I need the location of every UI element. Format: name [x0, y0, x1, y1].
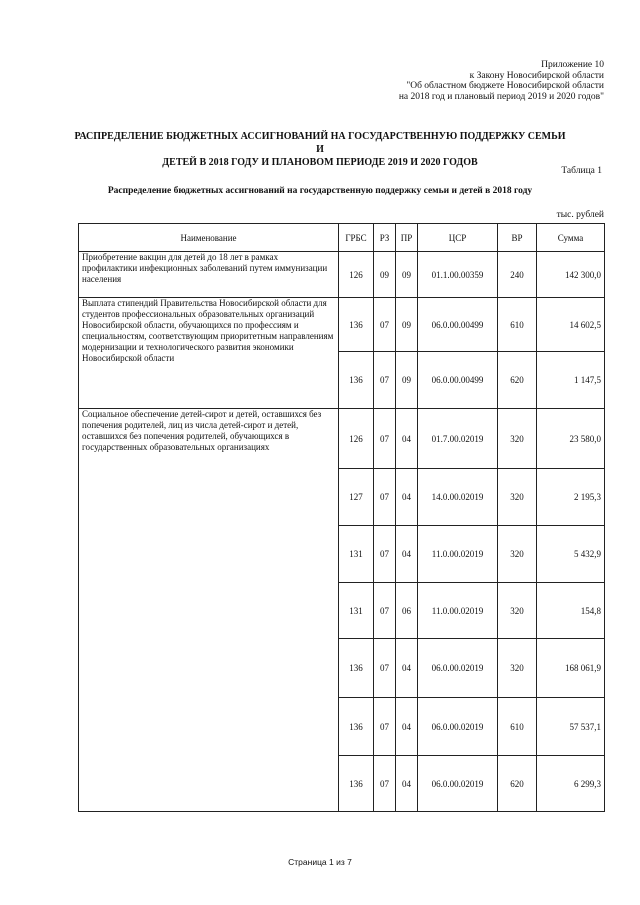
cell-vr: 240	[498, 252, 537, 298]
cell-csr: 01.7.00.02019	[418, 409, 498, 469]
cell-pr: 04	[396, 756, 418, 812]
cell-vr: 320	[498, 469, 537, 526]
cell-sum: 6 299,3	[537, 756, 605, 812]
cell-csr: 14.0.00.02019	[418, 469, 498, 526]
cell-sum: 154,8	[537, 583, 605, 639]
cell-csr: 11.0.00.02019	[418, 526, 498, 583]
cell-csr: 06.0.00.02019	[418, 698, 498, 756]
cell-grbs: 136	[339, 639, 374, 698]
table-label: Таблица 1	[561, 166, 602, 176]
cell-rz: 07	[374, 698, 396, 756]
cell-pr: 04	[396, 469, 418, 526]
cell-pr: 04	[396, 409, 418, 469]
cell-grbs: 126	[339, 252, 374, 298]
cell-vr: 320	[498, 526, 537, 583]
appendix-line-2: к Закону Новосибирской области	[469, 70, 604, 81]
appendix-line-1: Приложение 10	[541, 60, 604, 70]
table-body	[79, 252, 605, 812]
header-vr: ВР	[498, 224, 537, 252]
title-line-1: РАСПРЕДЕЛЕНИЕ БЮДЖЕТНЫХ АССИГНОВАНИЙ НА ГОСУДАРСТВЕННУЮ ПОДДЕРЖКУ СЕМЬИ И	[74, 131, 566, 155]
cell-grbs: 136	[339, 298, 374, 352]
cell-vr: 610	[498, 298, 537, 352]
cell-rz: 07	[374, 639, 396, 698]
cell-pr: 09	[396, 298, 418, 352]
table-row	[79, 409, 605, 469]
cell-vr: 620	[498, 756, 537, 812]
appendix-block	[274, 60, 604, 102]
cell-sum: 2 195,3	[537, 469, 605, 526]
page-number: Страница 1 из 7	[288, 857, 352, 867]
cell-rz: 07	[374, 526, 396, 583]
table-row	[79, 252, 605, 298]
cell-csr: 01.1.00.00359	[418, 252, 498, 298]
cell-rz: 07	[374, 298, 396, 352]
cell-sum: 1 147,5	[537, 352, 605, 409]
cell-pr: 09	[396, 352, 418, 409]
header-row	[79, 224, 605, 252]
cell-grbs: 131	[339, 526, 374, 583]
cell-pr: 04	[396, 639, 418, 698]
cell-rz: 07	[374, 583, 396, 639]
allocation-table	[78, 223, 605, 812]
cell-name: Приобретение вакцин для детей до 18 лет в рамках профилактики инфекционных заболеваний путем иммунизации населения	[79, 252, 339, 298]
cell-vr: 320	[498, 639, 537, 698]
units-label: тыс. рублей	[556, 210, 604, 220]
cell-csr: 06.0.00.00499	[418, 352, 498, 409]
cell-grbs: 126	[339, 409, 374, 469]
cell-vr: 320	[498, 583, 537, 639]
cell-csr: 06.0.00.02019	[418, 639, 498, 698]
cell-rz: 07	[374, 756, 396, 812]
cell-rz: 09	[374, 252, 396, 298]
cell-pr: 06	[396, 583, 418, 639]
cell-rz: 07	[374, 409, 396, 469]
header-sum: Сумма	[537, 224, 605, 252]
title-line-2: ДЕТЕЙ В 2018 ГОДУ И ПЛАНОВОМ ПЕРИОДЕ 2019 И 2020 ГОДОВ	[162, 157, 478, 168]
header-grbs: ГРБС	[339, 224, 374, 252]
header-name: Наименование	[79, 224, 339, 252]
cell-name: Социальное обеспечение детей-сирот и детей, оставшихся без попечения родителей, лиц из числа детей-сирот и детей, оставшихся без попечения родителей, обучающихся в государственных образовательных организациях	[79, 409, 339, 812]
cell-sum: 57 537,1	[537, 698, 605, 756]
cell-sum: 142 300,0	[537, 252, 605, 298]
cell-pr: 04	[396, 698, 418, 756]
cell-csr: 06.0.00.02019	[418, 756, 498, 812]
cell-grbs: 136	[339, 756, 374, 812]
table-subtitle: Распределение бюджетных ассигнований на государственную поддержку семьи и детей в 2018 году	[107, 186, 533, 196]
appendix-line-4: на 2018 год и плановый период 2019 и 2020 годов"	[398, 91, 604, 102]
header-pr: ПР	[396, 224, 418, 252]
document-title	[70, 130, 570, 169]
cell-csr: 06.0.00.00499	[418, 298, 498, 352]
cell-pr: 09	[396, 252, 418, 298]
cell-pr: 04	[396, 526, 418, 583]
cell-sum: 168 061,9	[537, 639, 605, 698]
cell-csr: 11.0.00.02019	[418, 583, 498, 639]
cell-sum: 14 602,5	[537, 298, 605, 352]
cell-sum: 23 580,0	[537, 409, 605, 469]
cell-grbs: 136	[339, 698, 374, 756]
cell-vr: 610	[498, 698, 537, 756]
cell-grbs: 127	[339, 469, 374, 526]
cell-grbs: 131	[339, 583, 374, 639]
cell-name: Выплата стипендий Правительства Новосибирской области для студентов профессиональных образовательных организаций Новосибирской области, обучающихся по профессиям и специальностям, соответствующим приоритетным направлениям модернизации и технологического развития экономики Новосибирской области	[79, 298, 339, 409]
cell-sum: 5 432,9	[537, 526, 605, 583]
table-row	[79, 298, 605, 352]
header-csr: ЦСР	[418, 224, 498, 252]
appendix-line-3: "Об областном бюджете Новосибирской области	[406, 81, 604, 91]
cell-rz: 07	[374, 469, 396, 526]
header-rz: РЗ	[374, 224, 396, 252]
cell-grbs: 136	[339, 352, 374, 409]
cell-rz: 07	[374, 352, 396, 409]
cell-vr: 320	[498, 409, 537, 469]
cell-vr: 620	[498, 352, 537, 409]
